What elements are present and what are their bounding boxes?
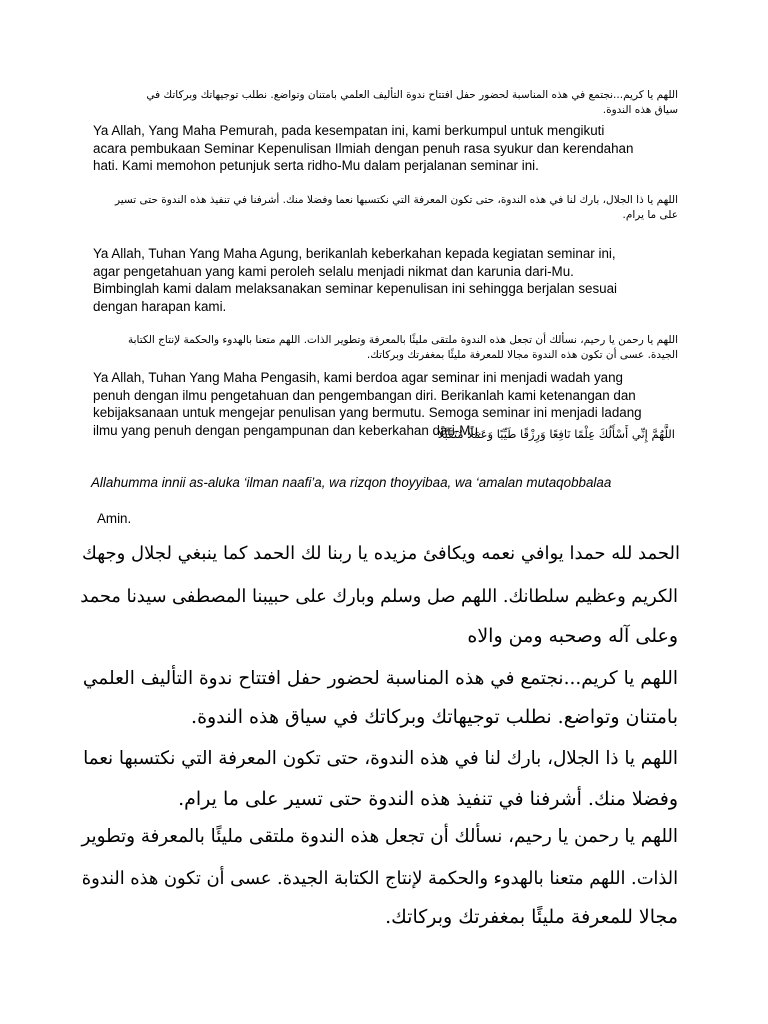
text-line: agar pengetahuan yang kami peroleh selalu menjadi nikmat dan karunia dari-Mu. [93,263,574,279]
dua-transliteration: Allahumma innii as-aluka ‘ilman naafi’a, wa rizqon thoyyibaa, wa ‘amalan mutaqobbalaa [91,475,612,490]
amin-text: Amin. [97,511,132,526]
arabic-large-line-3: وعلى آله وصحبه ومن والاه [467,625,678,647]
text-line: dengan harapan kami. [93,298,227,314]
arabic-large-line-8: اللهم يا رحمن يا رحيم، نسألك أن تجعل هذه الندوة ملتقى مليئًا بالمعرفة وتطوير [81,826,678,847]
arabic-line: الجيدة. عسى أن تكون هذه الندوة مجالا للمعرفة مليئًا بمغفرتك وبركاتك. [366,349,678,361]
arabic-line: اللهم يا رحمن يا رحيم، نسألك أن تجعل هذه الندوة ملتقى مليئًا بالمعرفة وتطوير الذات. اللهم متعنا بالهدوء والحكمة لإنتاج الكتابة [127,334,678,346]
text-line: acara pembukaan Seminar Kepenulisan Ilmiah dengan penuh rasa syukur dan kerendahan [93,140,634,156]
arabic-large-line-2: الكريم وعظيم سلطانك. اللهم صل وسلم وبارك على حبيبنا المصطفى سيدنا محمد [80,587,678,607]
arabic-large-line-6: اللهم يا ذا الجلال، بارك لنا في هذه الندوة، حتى تكون المعرفة التي نكتسبها نعما [83,748,678,769]
arabic-line: على ما يرام. [622,209,678,221]
text-line: kebijaksanaan untuk mengejar penulisan yang bermutu. Semoga seminar ini menjadi ladang [93,405,642,421]
indonesian-paragraph-1 [93,122,693,175]
text-line: Ya Allah, Yang Maha Pemurah, pada kesempatan ini, kami berkumpul untuk mengikuti [93,123,605,138]
arabic-large-line-4: اللهم يا كريم...نجتمع في هذه المناسبة لحضور حفل افتتاح ندوة التأليف العلمي [82,668,678,689]
indonesian-paragraph-2 [93,245,693,315]
arabic-line: سياق هذه الندوة. [602,104,678,116]
text-line: Bimbinglah kami dalam melaksanakan seminar kepenulisan ini sehingga berjalan sesuai [93,281,618,297]
text-line: Ya Allah, Tuhan Yang Maha Pengasih, kami berdoa agar seminar ini menjadi wadah yang [93,370,624,385]
arabic-paragraph-3 [128,333,678,363]
arabic-paragraph-2 [115,193,678,223]
text-line: penuh dengan ilmu pengetahuan dan pengembangan diri. Berikanlah kami ketenangan dan [93,387,636,403]
arabic-large-line-9: الذات. اللهم متعنا بالهدوء والحكمة لإنتاج الكتابة الجيدة. عسى أن تكون هذه الندوة [81,869,678,889]
text-line: ilmu yang penuh dengan pengampunan dan keberkahan dari-Mu. [93,422,482,438]
dua-arabic: اللَّهُمَّ إِنِّي أَسْأَلُكَ عِلْمًا نَافِعًا وَرِزْقًا طَيِّبًا وَعَمَلًا مُتَقَبَّلًا [437,427,675,441]
text-line: hati. Kami memohon petunjuk serta ridho-Mu dalam perjalanan seminar ini. [93,158,539,174]
arabic-large-line-5: بامتنان وتواضع. نطلب توجيهاتك وبركاتك في سياق هذه الندوة. [191,706,678,728]
arabic-line: اللهم يا ذا الجلال، بارك لنا في هذه الندوة، حتى تكون المعرفة التي نكتسبها نعما وفضلا منك. أشرفنا في تنفيذ هذه الندوة حتى تسير [114,194,678,206]
arabic-line: اللهم يا كريم...نجتمع في هذه المناسبة لحضور حفل افتتاح ندوة التأليف العلمي بامتنان وتواضع. نطلب توجيهاتك وبركاتك في [146,89,678,101]
arabic-large-line-1: الحمد لله حمدا يوافي نعمه ويكافئ مزيده يا ربنا لك الحمد كما ينبغي لجلال وجهك [82,543,680,564]
arabic-paragraph-1 [146,88,678,118]
text-line: Ya Allah, Tuhan Yang Maha Agung, berikanlah keberkahan kepada kegiatan seminar ini, [93,246,616,261]
arabic-large-line-7: وفضلا منك. أشرفنا في تنفيذ هذه الندوة حتى تسير على ما يرام. [178,788,678,810]
arabic-large-line-10: مجالا للمعرفة مليئًا بمغفرتك وبركاتك. [385,906,678,928]
